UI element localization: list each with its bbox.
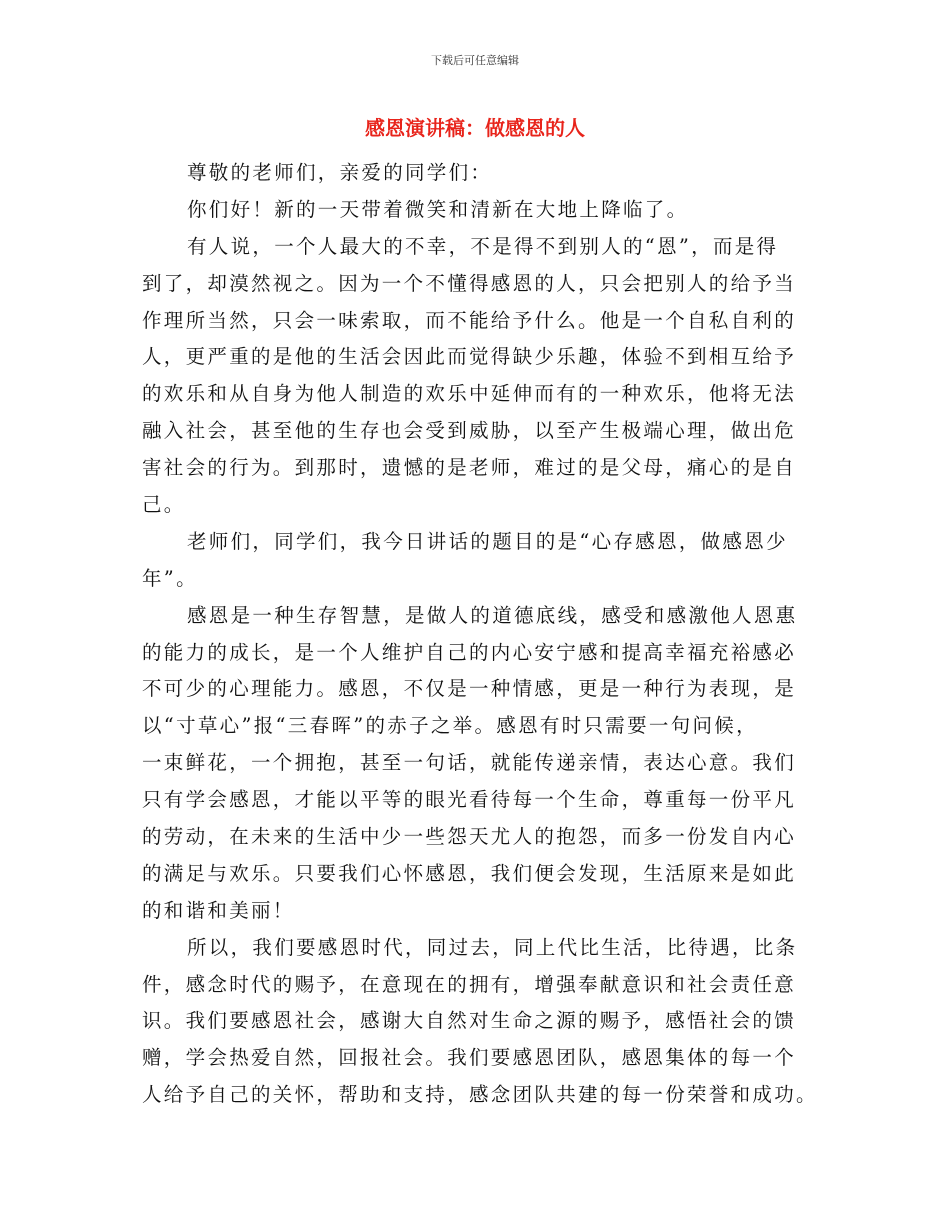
text-line: 到了，却漠然视之。因为一个不懂得感恩的人，只会把别人的给予当 — [142, 271, 797, 295]
text-line: 年”。 — [142, 566, 198, 590]
text-line: 融入社会，甚至他的生存也会受到威胁，以至产生极端心理，做出危 — [142, 419, 797, 443]
text-line: 的满足与欢乐。只要我们心怀感恩，我们便会发现，生活原来是如此 — [142, 861, 797, 885]
text-line: 不可少的心理能力。感恩，不仅是一种情感，更是一种行为表现，是 — [142, 677, 797, 701]
text-line: 尊敬的老师们，亲爱的同学们： — [187, 161, 493, 184]
text-line: 的能力的成长，是一个人维护自己的内心安宁感和提高幸福充裕感必 — [142, 640, 797, 664]
text-line: 人给予自己的关怀，帮助和支持，感念团队共建的每一份荣誉和成功。 — [142, 1083, 818, 1107]
text-line: 作理所当然，只会一味索取，而不能给予什么。他是一个自私自利的 — [142, 308, 797, 332]
text-line: 所以，我们要感恩时代，同过去，同上代比生活，比待遇，比条 — [187, 935, 798, 959]
text-line: 的劳动，在未来的生活中少一些怨天尤人的抱怨，而多一份发自内心 — [142, 825, 797, 849]
header-note: 下载后可任意编辑 — [431, 54, 519, 67]
text-line: 你们好！新的一天带着微笑和清新在大地上降临了。 — [187, 197, 689, 221]
text-line: 只有学会感恩，才能以平等的眼光看待每一个生命，尊重每一份平凡 — [142, 788, 797, 812]
text-line: 害社会的行为。到那时，遗憾的是老师，难过的是父母，痛心的是自 — [142, 456, 797, 480]
text-line: 以“寸草心”报“三春晖”的赤子之举。感恩有时只需要一句问候， — [142, 714, 758, 738]
text-line: 的欢乐和从自身为他人制造的欢乐中延伸而有的一种欢乐，他将无法 — [142, 382, 797, 406]
document-title: 感恩演讲稿：做感恩的人 — [365, 116, 585, 140]
text-line: 的和谐和美丽！ — [142, 898, 295, 922]
document-body — [142, 155, 818, 1114]
text-line: 老师们，同学们，我今日讲话的题目的是“心存感恩，做感恩少 — [187, 529, 788, 553]
text-line: 赠，学会热爱自然，回报社会。我们要感恩团队，感恩集体的每一个 — [142, 1046, 797, 1070]
text-line: 有人说，一个人最大的不幸，不是得不到别人的“恩”，而是得 — [187, 234, 779, 258]
text-line: 识。我们要感恩社会，感谢大自然对生命之源的赐予，感悟社会的馈 — [142, 1009, 797, 1033]
text-line: 人，更严重的是他的生活会因此而觉得缺少乐趣，体验不到相互给予 — [142, 345, 797, 369]
text-line: 己。 — [142, 493, 186, 517]
text-line: 件，感念时代的赐予，在意现在的拥有，增强奉献意识和社会责任意 — [142, 972, 797, 996]
text-line: 一束鲜花，一个拥抱，甚至一句话，就能传递亲情，表达心意。我们 — [142, 751, 797, 775]
text-line: 感恩是一种生存智慧，是做人的道德底线，感受和感激他人恩惠 — [187, 603, 798, 627]
